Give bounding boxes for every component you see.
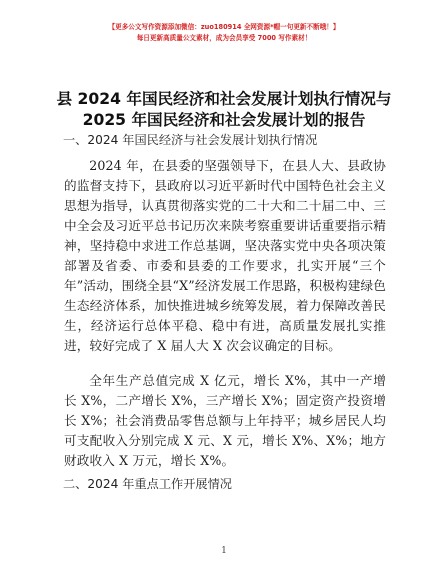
title-line-2: 2025 年国民经济和社会发展计划的报告 [82,111,366,129]
paragraph-1-text: 2024 年，在县委的坚强领导下，在县人大、县政协的监督支持下，县政府以习近平新时代中国特色社会主义思想为指导，认真贯彻落实党的二十大和二十届二中、三中全会及习近平总书记历次来陕考察重要讲话重要指示精神，坚持稳中求进工作总基调，坚决落实党中央各项决策部署及省委、市委和县委的工作要求，扎实开展“三个年”活动，围绕全县“X”经济发展工作思路，积极构建绿色生态经济体系，加快推进城乡统筹发展，着力保障改善民生，经济运行总体平稳、稳中有进，高质量发展扎实推进，较好完成了 X 届人大 X 次会议确定的目标。 [64,158,386,353]
banner-line-1: 【更多公文写作资源添加微信：zuo180914 全网资源*帽一句更新不断哦！】 [108,23,340,31]
paragraph-2 [64,371,386,471]
paragraph-1 [64,156,386,356]
banner-line-2: 每日更新高质量公文素材，成为会员享受 7000 写作素材！ [136,34,312,42]
document-title [40,89,408,131]
section-2-heading: 二、2024 年重点工作开展情况 [63,477,232,491]
page-number: 1 [221,546,227,556]
paragraph-2-text: 全年生产总值完成 X 亿元，增长 X%，其中一产增长 X%，二产增长 X%，三产增长 X%；固定资产投资增长 X%；社会消费品零售总额与上年持平；城乡居民人均可支配收入分别完成 X 元、X 元，增长 X%、X%；地方财政收入 X 万元，增长 X%。 [64,373,386,468]
header-banner [0,22,448,43]
title-line-1: 县 2024 年国民经济和社会发展计划执行情况与 [56,90,392,108]
section-1-heading: 一、2024 年国民经济与社会发展计划执行情况 [63,133,318,147]
